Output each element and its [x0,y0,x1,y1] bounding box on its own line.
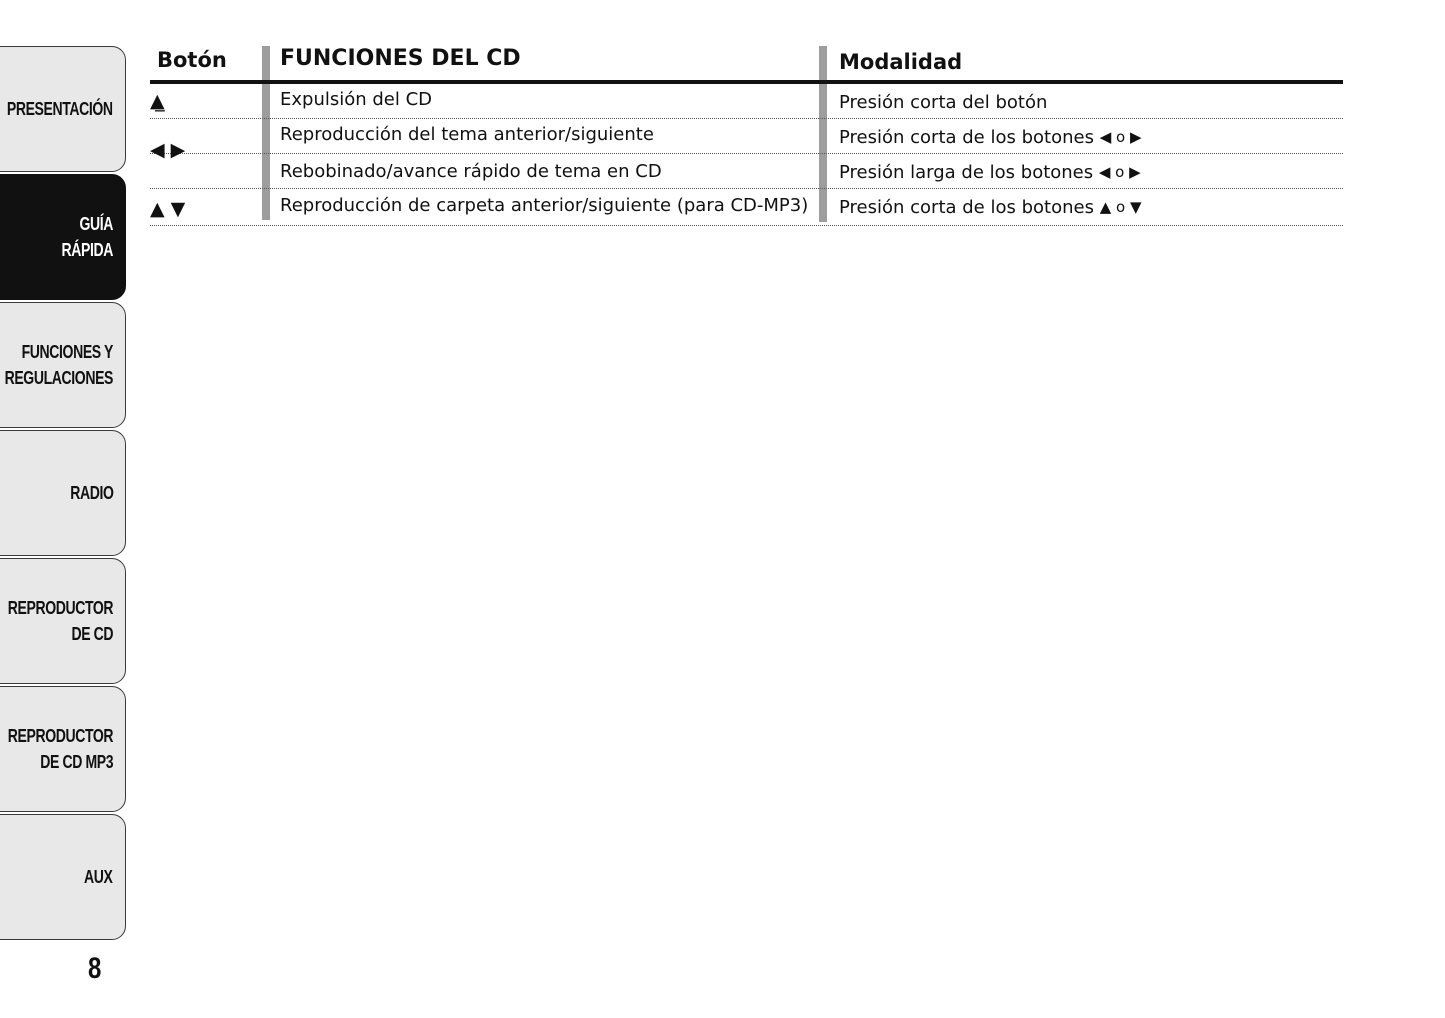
table-row [150,84,1343,119]
table-row [150,119,1343,161]
tab-label: REPRODUCTOR DE CD MP3 [7,726,113,772]
tab-guia-rapida[interactable] [0,174,126,300]
tab-aux[interactable] [0,814,126,940]
mode-text [839,92,1047,113]
function-text: Rebobinado/avance rápido de tema en CD [280,161,662,182]
prev-next-icon: ◀ ▶ [150,139,186,161]
eject-icon: ▲̲ [150,90,165,112]
tab-presentacion[interactable] [0,46,126,172]
folder-up-down-icon: ▲ ▼ [150,198,186,220]
tab-label: REPRODUCTOR DE CD [7,598,113,644]
tab-label: PRESENTACIÓN [7,99,113,119]
header-mode: Modalidad [839,50,963,74]
table-row [150,154,1343,189]
mode-symbols: ◀ o ▶ [1098,163,1141,181]
tab-label: AUX [84,867,113,887]
mode-label: Presión corta de los botones [839,127,1094,148]
mode-symbols: ◀ o ▶ [1099,128,1142,146]
mode-text [839,162,1141,183]
tab-radio[interactable] [0,430,126,556]
function-text: Reproducción de carpeta anterior/siguiente (para CD-MP3) [280,195,809,216]
tab-reproductor-cd[interactable] [0,558,126,684]
tab-label: GUÍA RÁPIDA [61,214,113,260]
mode-text [839,127,1142,148]
mode-label: Presión larga de los botones [839,162,1094,183]
header-functions: FUNCIONES DEL CD [280,46,521,71]
mode-text [839,197,1142,218]
table-header [150,44,1343,84]
function-text: Reproducción del tema anterior/siguiente [280,124,654,145]
page-number: 8 [88,952,102,985]
cd-functions-table [150,44,1343,226]
tab-label: RADIO [69,483,113,503]
function-text: Expulsión del CD [280,89,433,110]
mode-label: Presión corta del botón [839,92,1048,113]
header-button: Botón [157,48,227,72]
mode-label: Presión corta de los botones [839,197,1094,218]
tab-label: FUNCIONES Y REGULACIONES [4,342,113,388]
tab-reproductor-cd-mp3[interactable] [0,686,126,812]
table-row [150,189,1343,226]
tab-funciones-regulaciones[interactable] [0,302,126,428]
mode-symbols: ▲ o ▼ [1099,198,1142,216]
